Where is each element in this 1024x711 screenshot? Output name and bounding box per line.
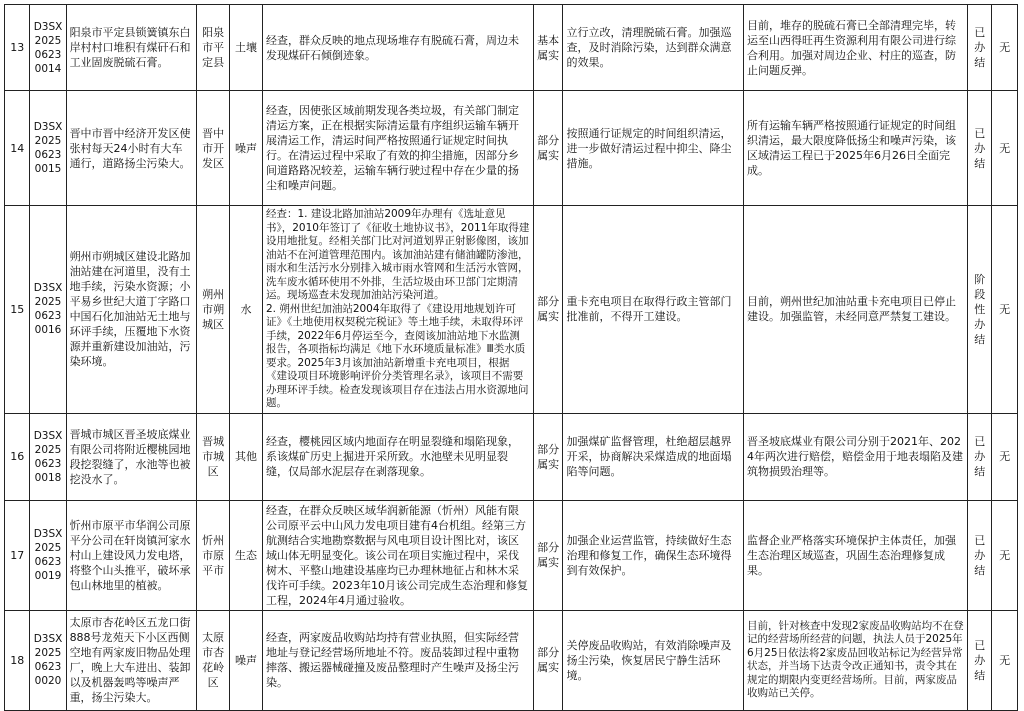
case-code: D3SX202506230020 xyxy=(30,610,66,710)
measures-text: 关停废品收购站，有效消除噪声及扬尘污染，恢复居民宁静生活环境。 xyxy=(563,610,744,710)
result-text: 监督企业严格落实环境保护主体责任，加强生态治理区域巡查，巩固生态治理修复成果。 xyxy=(743,500,967,610)
table-row xyxy=(5,206,1018,414)
case-code: D3SX202506230014 xyxy=(30,5,66,91)
category: 噪声 xyxy=(230,610,263,710)
result-text: 目前，朔州世纪加油站重卡充电项目已停止建设。加强监管，未经同意严禁复工建设。 xyxy=(743,206,967,414)
petition-table xyxy=(4,4,1018,711)
measures-text: 重卡充电项目在取得行政主管部门批准前，不得开工建设。 xyxy=(563,206,744,414)
case-code: D3SX202506230016 xyxy=(30,206,66,414)
row-number: 16 xyxy=(5,413,30,500)
verdict: 基本属实 xyxy=(533,5,563,91)
finding-text: 经查，群众反映的地点现场堆存有脱硫石膏，周边未发现煤矸石倾倒迹象。 xyxy=(262,5,533,91)
result-text: 晋圣坡底煤业有限公司分别于2021年、2024年两次进行赔偿，赔偿金用于地表塌陷及建筑物损毁治理等。 xyxy=(743,413,967,500)
measures-text: 按照通行证规定的时间组织清运，进一步做好清运过程中抑尘、降尘措施。 xyxy=(563,91,744,206)
category: 水 xyxy=(230,206,263,414)
status: 已办结 xyxy=(968,413,992,500)
accountability: 无 xyxy=(992,413,1018,500)
verdict: 部分属实 xyxy=(533,610,563,710)
issue-text: 阳泉市平定县锁簧镇东白岸村村口堆积有煤矸石和工业固废脱硫石膏。 xyxy=(66,5,197,91)
accountability: 无 xyxy=(992,500,1018,610)
result-text: 所有运输车辆严格按照通行证规定的时间组织清运，最大限度降低扬尘和噪声污染，该区域清运工程已于2025年6月26日全面完成。 xyxy=(743,91,967,206)
result-text: 目前，针对核查中发现2家废品收购站均不在登记的经营场所经营的问题，执法人员于2025年6月25日依法将2家废品回收站标记为经营异常状态，并当场下达责令改正通知书，责令其在规定的期限内变更经营场所。目前，两家废品收购站已关停。 xyxy=(743,610,967,710)
status: 阶段性办结 xyxy=(968,206,992,414)
district: 晋中市开发区 xyxy=(197,91,230,206)
document-page xyxy=(4,4,1018,711)
district: 太原市杏花岭区 xyxy=(197,610,230,710)
case-code: D3SX202506230015 xyxy=(30,91,66,206)
accountability: 无 xyxy=(992,91,1018,206)
row-number: 15 xyxy=(5,206,30,414)
status: 已办结 xyxy=(968,500,992,610)
verdict: 部分属实 xyxy=(533,91,563,206)
finding-text: 经查，樱桃园区域内地面存在明显裂缝和塌陷现象，系该煤矿历史上掘进开采所致。水池壁未见明显裂缝，仅局部水泥层存在剥落现象。 xyxy=(262,413,533,500)
row-number: 14 xyxy=(5,91,30,206)
measures-text: 立行立改，清理脱硫石膏。加强巡查，及时消除污染，达到群众满意的效果。 xyxy=(563,5,744,91)
category: 土壤 xyxy=(230,5,263,91)
verdict: 部分属实 xyxy=(533,206,563,414)
case-code: D3SX202506230019 xyxy=(30,500,66,610)
category: 噪声 xyxy=(230,91,263,206)
finding-text: 经查，两家废品收购站均持有营业执照，但实际经营地址与登记经营场所地址不符。废品装卸过程中重物摔落、搬运器械碰撞及废品整理时产生噪声及扬尘污染。 xyxy=(262,610,533,710)
measures-text: 加强企业运营监管，持续做好生态治理和修复工作，确保生态环境得到有效保护。 xyxy=(563,500,744,610)
issue-text: 太原市杏花岭区五龙口街888号龙苑天下小区西侧空地有两家废旧物品处理厂，晚上大车进出、装卸以及机器轰鸣等噪声严重，扬尘污染大。 xyxy=(66,610,197,710)
issue-text: 朔州市朔城区建设北路加油站建在河道里，没有土地手续，污染水资源；小平易乡世纪大道丁字路口中国石化加油站无土地与环评手续，压覆地下水资源并重新建设加油站，污染环境。 xyxy=(66,206,197,414)
district: 朔州市朔城区 xyxy=(197,206,230,414)
table-row xyxy=(5,91,1018,206)
district: 忻州市原平市 xyxy=(197,500,230,610)
table-row xyxy=(5,610,1018,710)
status: 已办结 xyxy=(968,91,992,206)
category: 其他 xyxy=(230,413,263,500)
finding-text: 经查：1. 建设北路加油站2009年办理有《选址意见书》，2010年签订了《征收土地协议书》，2011年取得建设用地批复。经相关部门比对河道划界正射影像图，该加油站不在河道管理范围内。该加油站建有储油罐防渗池，雨水和生活污水分别排入城市雨水管网和生活污水管网，洗车废水循环使用不外排，生活垃圾由环卫部门定期清运。现场巡查未发现加油站污染河道。 2. 朔州世纪加油站2004年取得了《建设用地规划许可证》《土地使用权契税完税证》等土地手续，未取得环评手续，2022年6月停运至今，查阅该加油站地下水监测报告，各项指标均满足《地下水环境质量标准》Ⅲ类水质要求。2025年3月该加油站新增重卡充电项目，根据《建设项目环境影响评价分类管理名录》，该项目不需要办理环评手续。检查发现该项目存在违法占用水资源地问题。 xyxy=(262,206,533,414)
status: 已办结 xyxy=(968,5,992,91)
result-text: 目前，堆存的脱硫石膏已全部清理完毕，转运至山西得旺再生资源利用有限公司进行综合利用。加强对周边企业、村庄的巡查，防止问题反弹。 xyxy=(743,5,967,91)
table-row xyxy=(5,500,1018,610)
issue-text: 晋城市城区晋圣坡底煤业有限公司将附近樱桃园地段挖裂缝了，水池等也被挖没水了。 xyxy=(66,413,197,500)
accountability: 无 xyxy=(992,5,1018,91)
row-number: 18 xyxy=(5,610,30,710)
verdict: 部分属实 xyxy=(533,500,563,610)
row-number: 13 xyxy=(5,5,30,91)
accountability: 无 xyxy=(992,206,1018,414)
finding-text: 经查，因使张区域前期发现各类垃圾，有关部门制定清运方案，正在根据实际清运量有序组织运输车辆开展清运工作，清运时间严格按照通行证规定时间执行。在清运过程中采取了有效的抑尘措施，因部分乡间道路路况较差，运输车辆行驶过程中存在少量的扬尘和噪声问题。 xyxy=(262,91,533,206)
category: 生态 xyxy=(230,500,263,610)
issue-text: 晋中市晋中经济开发区使张村每天24小时有大车通行，道路扬尘污染大。 xyxy=(66,91,197,206)
table-row xyxy=(5,413,1018,500)
district: 晋城市城区 xyxy=(197,413,230,500)
row-number: 17 xyxy=(5,500,30,610)
accountability: 无 xyxy=(992,610,1018,710)
verdict: 部分属实 xyxy=(533,413,563,500)
table-row xyxy=(5,5,1018,91)
district: 阳泉市平定县 xyxy=(197,5,230,91)
case-code: D3SX202506230018 xyxy=(30,413,66,500)
status: 已办结 xyxy=(968,610,992,710)
measures-text: 加强煤矿监督管理，杜绝超层越界开采，协商解决采煤造成的地面塌陷等问题。 xyxy=(563,413,744,500)
finding-text: 经查，在群众反映区域华润新能源（忻州）风能有限公司原平云中山风力发电项目建有4台机组。经第三方航测结合实地勘察数据与风电项目设计图比对，该区域山体无明显变化。该公司在项目实施过程中，采伐树木、平整山地建设基座均已办理林地征占和林木采伐许可手续。2023年10月该公司完成生态治理和修复工程，2024年4月通过验收。 xyxy=(262,500,533,610)
issue-text: 忻州市原平市华润公司原平分公司在轩岗镇河家水村山上建设风力发电塔，将整个山头推平，破坏承包山林地里的植被。 xyxy=(66,500,197,610)
